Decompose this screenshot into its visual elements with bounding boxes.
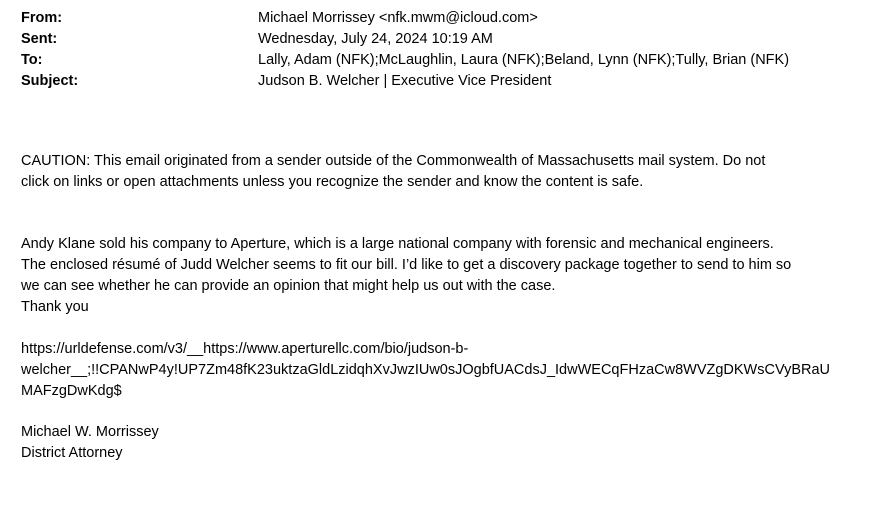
to-value: Lally, Adam (NFK);McLaughlin, Laura (NFK);Beland, Lynn (NFK);Tully, Brian (NFK) (258, 52, 790, 68)
subject-value: Judson B. Welcher | Executive Vice President (258, 73, 552, 89)
message-line-4: Thank you (21, 299, 89, 315)
from-label: From: (21, 10, 63, 26)
message-line-3: we can see whether he can provide an opinion that might help us out with the case. (21, 278, 556, 294)
signature-block (21, 422, 866, 464)
caution-line-1: CAUTION: This email originated from a sender outside of the Commonwealth of Massachusetts mail system. Do not (21, 153, 766, 169)
urldefense-link[interactable] (21, 339, 866, 402)
caution-notice (21, 151, 866, 193)
message-line-2: The enclosed résumé of Judd Welcher seems to fit our bill. I’d like to get a discovery package together to send to him so (21, 257, 792, 273)
subject-label: Subject: (21, 73, 79, 89)
to-row (21, 50, 871, 71)
signature-name: Michael W. Morrissey (21, 424, 159, 440)
link-line-2[interactable]: welcher__;!!CPANwP4y!UP7Zm48fK23uktzaGldLzidqhXvJwzIUw0sJOgbfUACdsJ_IdwWECqFHzaCw8WVZgDKWsCVyBRaU (21, 362, 831, 378)
sent-value: Wednesday, July 24, 2024 10:19 AM (258, 31, 493, 47)
message-body (21, 234, 866, 318)
to-label: To: (21, 52, 43, 68)
from-value: Michael Morrissey <nfk.mwm@icloud.com> (258, 10, 538, 26)
caution-line-2: click on links or open attachments unless you recognize the sender and know the content is safe. (21, 174, 644, 190)
link-line-3[interactable]: MAFzgDwKdg$ (21, 383, 122, 399)
link-line-1[interactable]: https://urldefense.com/v3/__https://www.aperturellc.com/bio/judson-b- (21, 341, 469, 357)
signature-title: District Attorney (21, 445, 123, 461)
from-row (21, 8, 871, 29)
email-header (21, 8, 871, 92)
sent-row (21, 29, 871, 50)
message-line-1: Andy Klane sold his company to Aperture, which is a large national company with forensic and mechanical engineers. (21, 236, 774, 252)
subject-row (21, 71, 871, 92)
sent-label: Sent: (21, 31, 58, 47)
